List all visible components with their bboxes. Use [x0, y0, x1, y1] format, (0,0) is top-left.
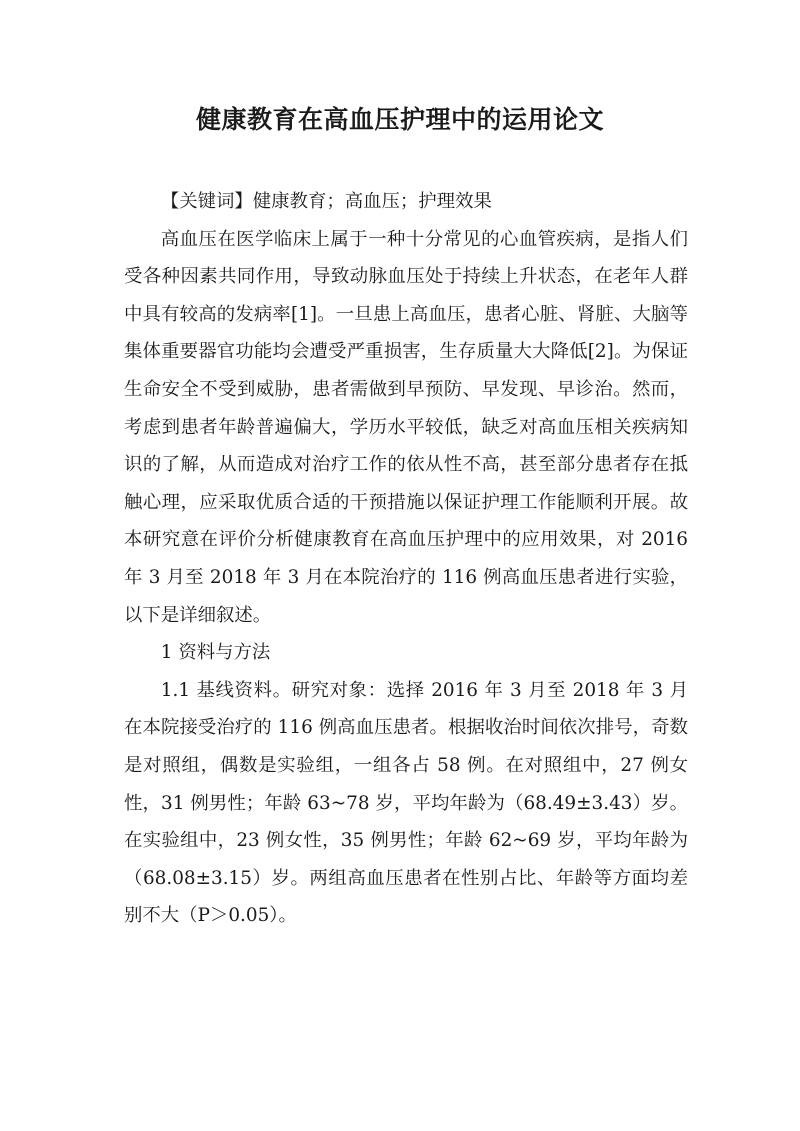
section-heading: 1 资料与方法 [160, 642, 271, 664]
document-title: 健康教育在高血压护理中的运用论文 [195, 105, 604, 134]
intro-paragraph: 高血压在医学临床上属于一种十分常见的心血管疾病，是指人们受各种因素共同作用，导致动脉血压处于持续上升状态，在老年人群中具有较高的发病率[1]。一旦患上高血压，患者心脏、肾脏、大脑等集体重要器官功能均会遭受严重损害，生存质量大大降低[2]。为保证生命安全不受到威胁，患者需做到早预防、早发现、早诊治。然而，考虑到患者年龄普遍偏大，学历水平较低，缺乏对高血压相关疾病知识的了解，从而造成对治疗工作的依从性不高，甚至部分患者存在抵触心理，应采取优质合适的干预措施以保证护理工作能顺利开展。故本研究意在评价分析健康教育在高血压护理中的应用效果，对 2016 年 3 月至 2018 年 3 月在本院治疗的 116 例高血压患者进行实验，以下是详细叙述。 [124, 228, 688, 626]
document-body [124, 183, 688, 935]
keywords-label: 【关键词】 [160, 191, 253, 212]
keywords-line [124, 183, 688, 221]
keywords-text: 健康教育；高血压；护理效果 [252, 191, 492, 212]
baseline-paragraph: 1.1 基线资料。研究对象：选择 2016 年 3 月至 2018 年 3 月在本院接受治疗的 116 例高血压患者。根据收治时间依次排号，奇数是对照组，偶数是实验组，一组各占 58 例。在对照组中，27 例女性，31 例男性；年龄 63~78 岁，平均年龄为（68.49±3.43）岁。在实验组中，23 例女性，35 例男性；年龄 62~69 岁，平均年龄为（68.08±3.15）岁。两组高血压患者在性别占比、年龄等方面均差别不大（P＞0.05）。 [124, 679, 688, 927]
